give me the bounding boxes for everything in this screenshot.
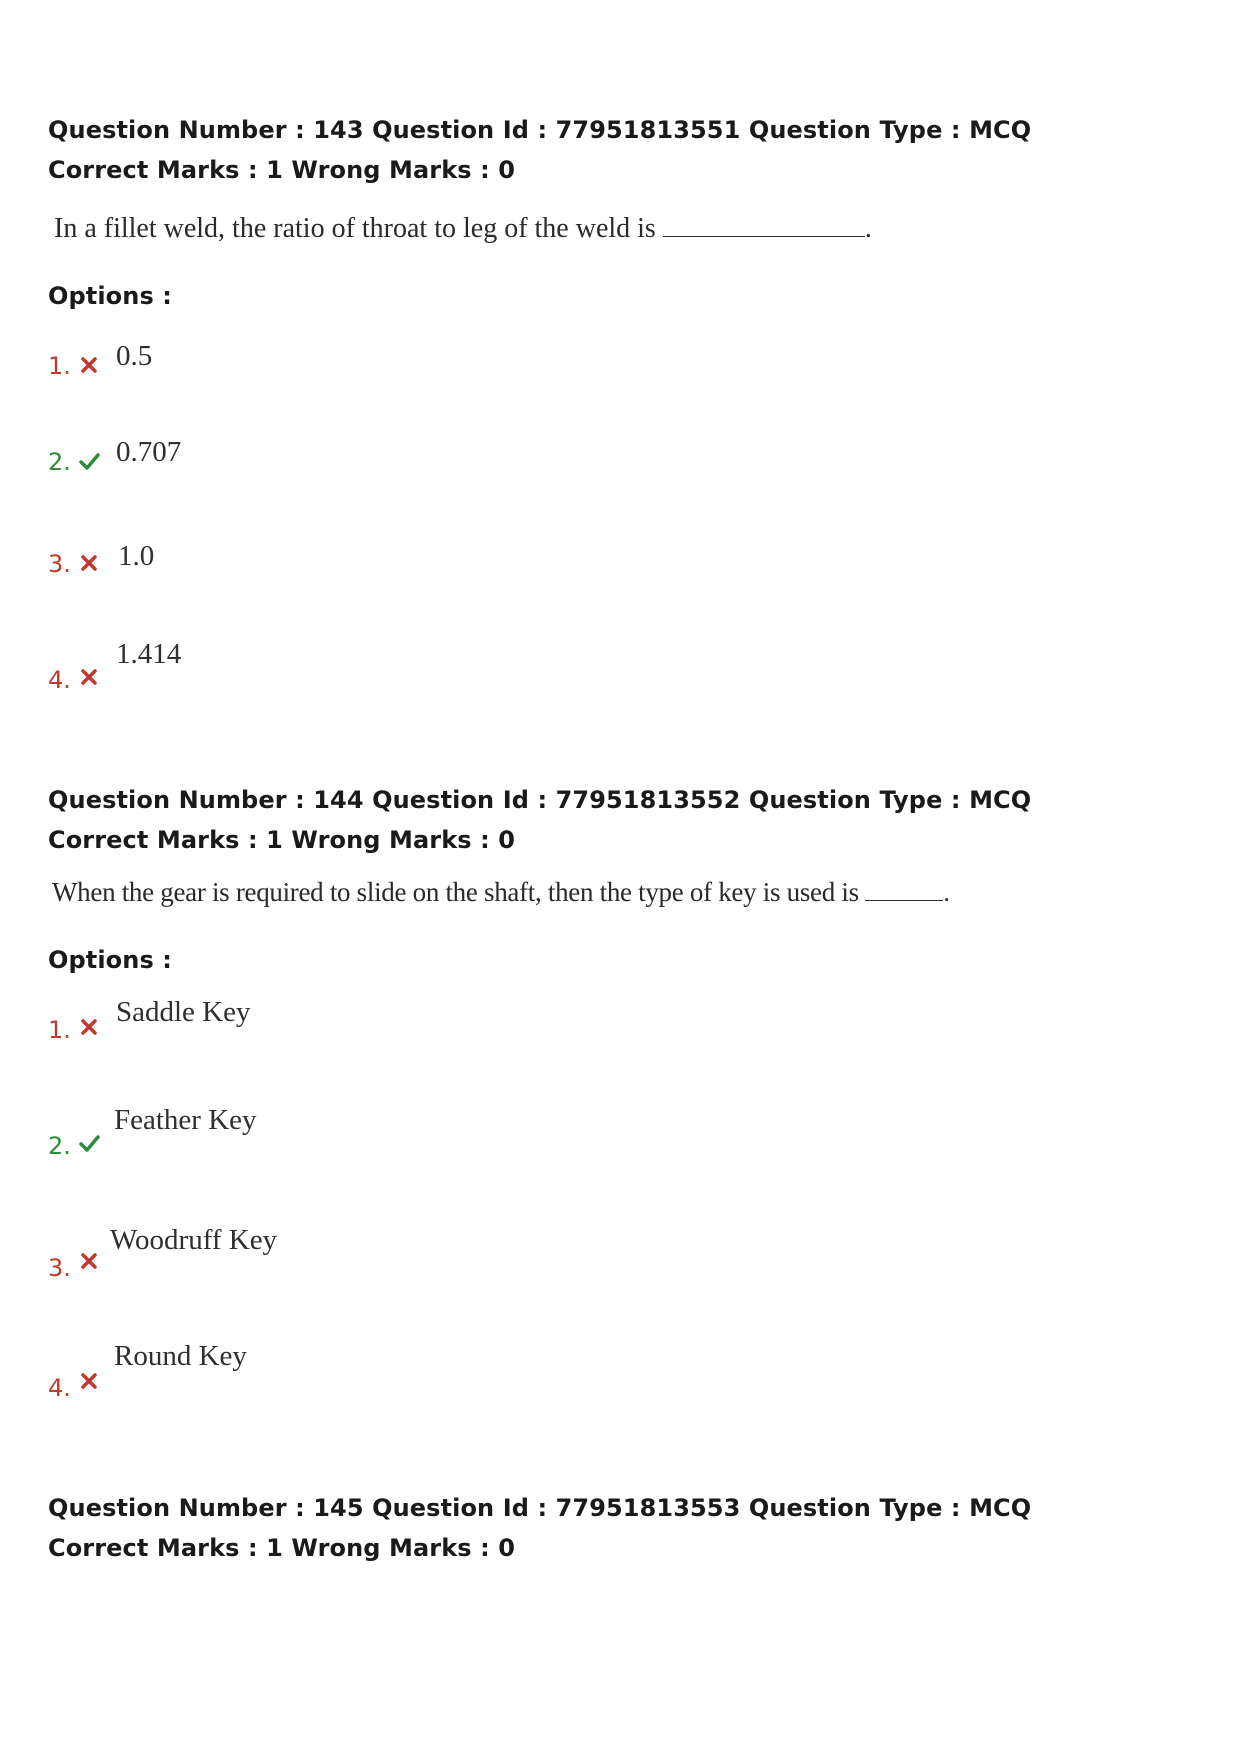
option-number: 1. <box>48 1016 71 1044</box>
cross-icon <box>78 552 100 574</box>
question-header: Question Number : 144 Question Id : 77951813552 Question Type : MCQ <box>48 786 1032 814</box>
option-text: Saddle Key <box>116 996 251 1028</box>
option-number: 3. <box>48 550 71 578</box>
option-number: 2. <box>48 1132 71 1160</box>
options-label: Options : <box>48 282 172 310</box>
cross-icon <box>78 666 100 688</box>
marks-line: Correct Marks : 1 Wrong Marks : 0 <box>48 826 516 854</box>
question-header: Question Number : 145 Question Id : 77951813553 Question Type : MCQ <box>48 1494 1032 1522</box>
option-number: 4. <box>48 666 71 694</box>
option-number: 1. <box>48 352 71 380</box>
question-end: . <box>943 877 950 907</box>
options-label: Options : <box>48 946 172 974</box>
cross-icon <box>78 1250 100 1272</box>
question-text <box>52 876 950 908</box>
marks-line: Correct Marks : 1 Wrong Marks : 0 <box>48 1534 516 1562</box>
question-body: When the gear is required to slide on the shaft, then the type of key is used is <box>52 877 859 907</box>
question-header: Question Number : 143 Question Id : 77951813551 Question Type : MCQ <box>48 116 1032 144</box>
check-icon <box>78 450 100 472</box>
marks-line: Correct Marks : 1 Wrong Marks : 0 <box>48 156 516 184</box>
option-text: Feather Key <box>114 1104 257 1136</box>
cross-icon <box>78 1370 100 1392</box>
cross-icon <box>78 1016 100 1038</box>
answer-blank <box>865 876 943 901</box>
option-text: 1.414 <box>116 638 182 670</box>
question-text <box>54 212 872 245</box>
option-text: 1.0 <box>118 540 155 572</box>
question-body: In a fillet weld, the ratio of throat to leg of the weld is <box>54 213 656 244</box>
cross-icon <box>78 354 100 376</box>
option-number: 4. <box>48 1374 71 1402</box>
option-text: Round Key <box>114 1340 247 1372</box>
check-icon <box>78 1132 100 1154</box>
answer-blank <box>663 212 865 237</box>
option-text: 0.707 <box>116 436 182 468</box>
option-number: 2. <box>48 448 71 476</box>
option-text: Woodruff Key <box>110 1224 278 1256</box>
option-number: 3. <box>48 1254 71 1282</box>
option-text: 0.5 <box>116 340 153 372</box>
question-end: . <box>864 213 872 244</box>
